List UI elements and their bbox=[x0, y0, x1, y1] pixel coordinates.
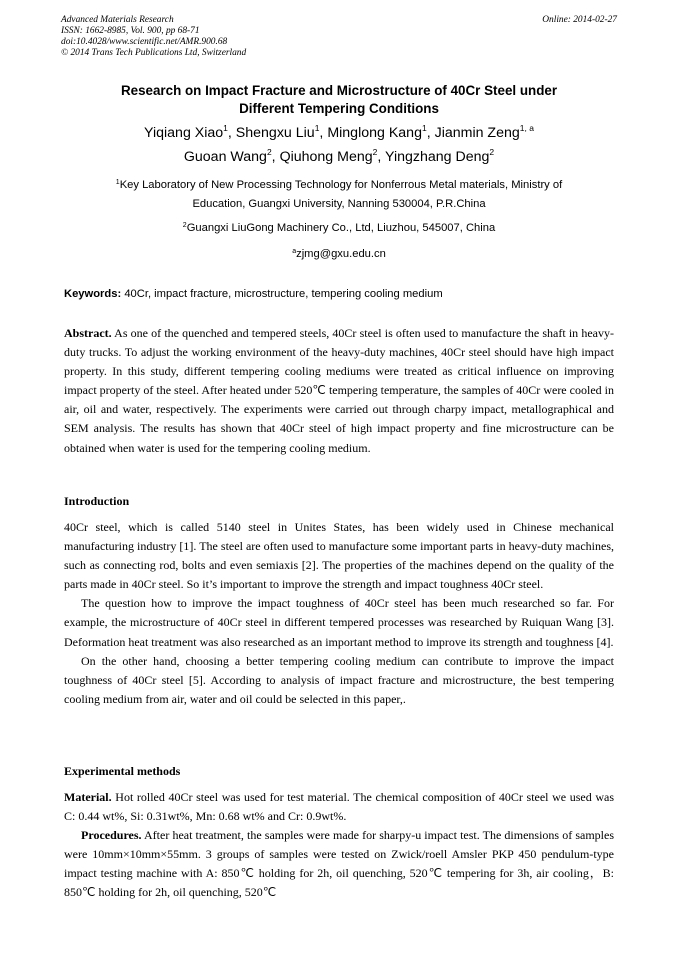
procedures-text: After heat treatment, the samples were made for sharpy-u impact test. The dimensions of samples were 10mm×10mm×55mm. 3 groups of samples were tested on Zwick/roell Amsler PKP 450 pendulum-type impact testing machine with A: 850℃ holding for 2h, oil quenching, 520℃ tempering for 3h, air cooling，B: 850℃ holding for 2h, oil quenching, 520℃ bbox=[64, 828, 614, 900]
intro-paragraph-3: On the other hand, choosing a better tempering cooling medium can contribute to improve the impact toughness of 40Cr steel [5]. According to analysis of impact fracture and microstructure, the best tempering cooling medium from air, water and oil could be selected in this paper,. bbox=[64, 653, 614, 706]
title-line-2: Different Tempering Conditions bbox=[239, 101, 439, 116]
author-name: Yiqiang Xiao bbox=[144, 125, 224, 141]
procedures-label: Procedures. bbox=[81, 828, 142, 843]
aff1-line-1: Key Laboratory of New Processing Technology for Nonferrous Metal materials, Ministry of bbox=[119, 179, 563, 191]
material-text: Hot rolled 40Cr steel was used for test material. The chemical composition of 40Cr steel we used was C: 0.44 wt%, Si: 0.31wt%, Mn: 0.68 wt% and Cr: 0.9wt%. bbox=[64, 790, 615, 824]
keywords-label: Keywords: bbox=[64, 288, 122, 300]
aff1-line-2: Education, Guangxi University, Nanning 530004, P.R.China bbox=[192, 198, 486, 210]
copyright: © 2014 Trans Tech Publications Ltd, Switzerland bbox=[61, 48, 247, 58]
affiliation-2 bbox=[40, 219, 638, 238]
author-name: Qiuhong Meng bbox=[279, 149, 373, 165]
author-list bbox=[40, 121, 638, 169]
material-label: Material. bbox=[64, 790, 112, 804]
affiliation-1 bbox=[40, 176, 638, 214]
abstract-text: As one of the quenched and tempered steels, 40Cr steel is often used to manufacture the shaft in heavy-duty trucks. To adjust the working environment of the heavy-duty machines, 40Cr steel should have high impact property. In this study, different tempering cooling mediums were treated as critical influence on improving impact property of the steel. After heated under 520℃ tempering temperature, the samples of 40Cr were cooled in air, oil and water, respectively. The experiments were carried out through charpy impact, metallographical and SEM analysis. The results has shown that 40Cr steel of high impact property and fine microstructure can be obtained when water is used for the tempering cooling medium. bbox=[64, 326, 615, 455]
issn: ISSN: 1662-8985, Vol. 900, pp 68-71 bbox=[61, 26, 200, 36]
online-date: Online: 2014-02-27 bbox=[542, 15, 617, 25]
author-sup: 1 bbox=[223, 123, 228, 133]
author-sup: 1 bbox=[314, 123, 320, 133]
material-paragraph bbox=[64, 788, 614, 826]
email-sup: a bbox=[292, 248, 297, 255]
keywords-text: 40Cr, impact fracture, microstructure, tempering cooling medium bbox=[124, 288, 443, 300]
paper-title bbox=[40, 82, 638, 118]
experimental-body bbox=[64, 788, 614, 903]
procedures-paragraph bbox=[64, 826, 614, 902]
author-sup: 1 bbox=[421, 123, 427, 133]
abstract bbox=[64, 324, 614, 458]
author-sup: 1, a bbox=[519, 123, 534, 133]
author-name: Minglong Kang bbox=[327, 125, 422, 141]
author-name: Yingzhang Deng bbox=[385, 149, 490, 165]
author-name: Shengxu Liu bbox=[235, 125, 315, 141]
author-name: Guoan Wang bbox=[183, 149, 267, 165]
author-name: Jianmin Zeng bbox=[434, 125, 520, 141]
journal-header bbox=[61, 15, 617, 59]
aff2-text: Guangxi LiuGong Machinery Co., Ltd, Liuzhou, 545007, China bbox=[186, 222, 496, 234]
aff2-sup: 2 bbox=[182, 222, 187, 229]
intro-paragraph-1: 40Cr steel, which is called 5140 steel in Unites States, has been widely used in Chinese mechanical manufacturing industry [1]. The steel are often used to manufacture some important parts in heavy-duty machines, such as connecting rod, bolts and even semiaxis [2]. The properties of the machines depend on the quality of the parts made in 40Cr steel. So it’s important to improve the strength and impact toughness 40Cr steel. bbox=[64, 520, 614, 592]
section-heading-experimental: Experimental methods bbox=[64, 764, 181, 778]
author-sup: 2 bbox=[266, 147, 272, 157]
section-heading-introduction: Introduction bbox=[64, 494, 130, 508]
abstract-label: Abstract. bbox=[64, 326, 112, 340]
author-line-2: Guoan Wang$^2$, Qiuhong Meng$^2$, Yingzhang Deng$^2$ bbox=[183, 147, 495, 165]
keywords bbox=[64, 286, 614, 302]
corresponding-email bbox=[40, 245, 638, 264]
email-text: zjmg@gxu.edu.cn bbox=[296, 248, 386, 260]
author-line-1: Yiqiang Xiao$^1$, Shengxu Liu$^1$, Minglong Kang$^1$, Jianmin Zeng$^{1, a}$ bbox=[144, 123, 534, 141]
author-sup: 2 bbox=[372, 147, 378, 157]
aff1-sup: 1 bbox=[115, 179, 120, 186]
doi: doi:10.4028/www.scientific.net/AMR.900.68 bbox=[61, 37, 228, 47]
introduction-body bbox=[64, 518, 614, 709]
author-sup: 2 bbox=[489, 147, 495, 157]
intro-paragraph-2: The question how to improve the impact toughness of 40Cr steel has been much researched so far. For example, the microstructure of 40Cr steel in different tempered processes was researched by Ruiquan Wang [3]. Deformation heat treatment was also researched as an important method to improve its strength and toughness [4]. bbox=[64, 596, 614, 649]
title-line-1: Research on Impact Fracture and Microstructure of 40Cr Steel under bbox=[120, 83, 558, 98]
journal-name: Advanced Materials Research bbox=[61, 15, 174, 25]
